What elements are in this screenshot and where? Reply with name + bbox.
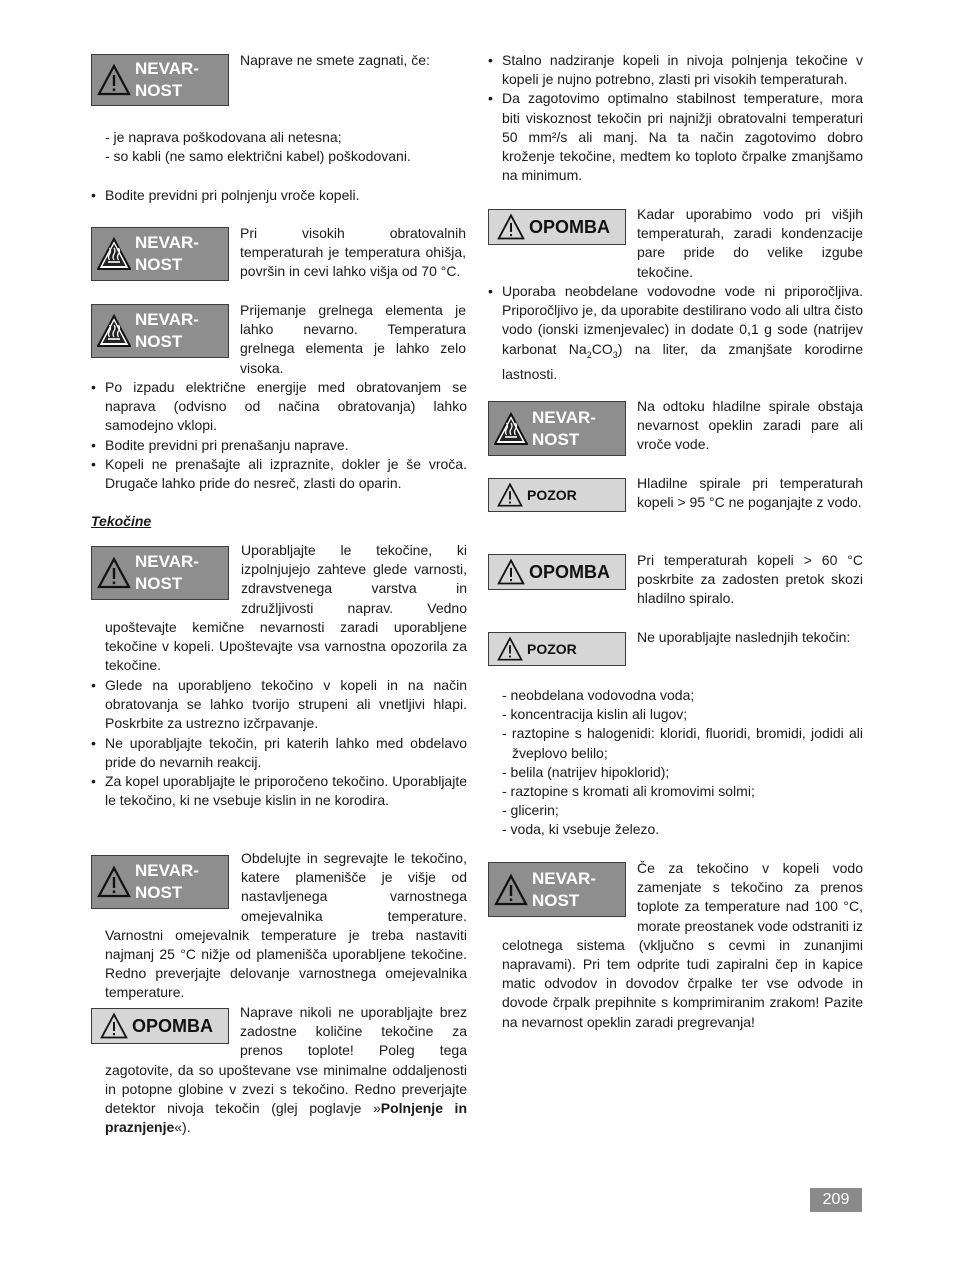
list-item bbox=[488, 282, 863, 384]
list-item: - raztopine s kromati ali kromovimi solmi; bbox=[502, 783, 755, 800]
warning-icon bbox=[497, 636, 523, 662]
right-bullet-list-2 bbox=[488, 282, 863, 384]
bullet-list-3 bbox=[91, 676, 467, 810]
badge-label: NEVAR- NOST bbox=[135, 861, 199, 902]
warning-icon bbox=[497, 558, 525, 586]
warning-icon bbox=[497, 213, 525, 241]
list-item: • Bodite previdni pri prenašanju naprave. bbox=[91, 436, 467, 455]
badge-label: NEVAR- NOST bbox=[135, 59, 199, 100]
danger-badge-hot bbox=[91, 304, 229, 358]
forbidden-liquids-list bbox=[502, 686, 863, 840]
chapter-reference: Polnjenje in praznjenje bbox=[105, 1100, 467, 1136]
danger-badge-hot bbox=[488, 401, 626, 456]
list-item: - neobdelana vodovodna voda; bbox=[502, 687, 695, 703]
section-heading: Tekočine bbox=[91, 513, 152, 529]
list-item: - glicerin; bbox=[502, 802, 559, 819]
list-item: - koncentracija kislin ali lugov; bbox=[502, 706, 688, 723]
note-text-3: Pri temperaturah kopeli > 60 °C poskrbite za zadosten pretok skozi hladilno spiralo. bbox=[637, 552, 863, 607]
page-number: 209 bbox=[810, 1188, 862, 1212]
list-item: • Glede na uporabljeno tekočino v kopeli in na način obratovanja se lahko tvorijo strupeni ali vnetljivi hlapi. Poskrbite za ustrezno izčrpavanje. bbox=[91, 676, 467, 734]
note-text-1-a: Naprave nikoli ne uporabljajte brez zadostne količine tekočine za prenos toplote! Poleg tega zagotovite, da so upoštevane vse minimalne oddaljenosti in potopne globine v zvezi s tekočino. Redno preverjajte detektor nivoja tekočin (glej poglavje » bbox=[105, 1004, 467, 1117]
hot-surface-icon bbox=[97, 314, 131, 348]
warning-icon bbox=[97, 63, 131, 97]
subscript: 3 bbox=[612, 349, 618, 360]
caution-text-1: Hladilne spirale pri temperaturah kopeli > 95 °C ne poganjajte z vodo. bbox=[637, 475, 863, 511]
badge-label: NEVAR- NOST bbox=[135, 310, 199, 351]
list-item: - je naprava poškodovana ali netesna; bbox=[105, 129, 342, 145]
badge-label: NEVAR- NOST bbox=[135, 552, 199, 593]
danger-text-4 bbox=[105, 541, 467, 675]
list-item: • Kopeli ne prenašajte ali izpraznite, dokler je še vroča. Drugače lahko pride do nesreč, zlasti do oparin. bbox=[91, 455, 467, 493]
danger-text-2: Pri visokih obratovalnih temperaturah je temperatura ohišja, površin in cevi lahko višja od 70 °C. bbox=[240, 225, 466, 280]
danger-text-7-body: Če za tekočino v kopeli vodo zamenjate s tekočino za prenos toplote za temperature nad 100 °C, morate preostanek vode odstraniti iz celotnega sistema (vključno s cevmi in zunanjimi napravami). Pri tem odprite tudi zapiralni čep in kapice matic odvodov in dovodov črpalke ter vse odvode in dovode črpalk prepihnite s komprimiranim zrakom! Pazite na nevarnost opeklin zaradi pregrevanja! bbox=[502, 860, 863, 1030]
badge-label: POZOR bbox=[527, 641, 577, 657]
caution-badge bbox=[488, 478, 626, 512]
list-item: • Po izpadu električne energije med obratovanjem se naprava (odvisno od načina obratovanja) lahko samodejno vklopi. bbox=[91, 378, 467, 436]
badge-label: NEVAR- NOST bbox=[532, 407, 596, 449]
note-text-2: Kadar uporabimo vodo pri višjih temperaturah, zaradi kondenzacije pare pride do velike izgube tekočine. bbox=[637, 206, 863, 280]
danger-text-5-body: Obdelujte in segrevajte le tekočino, katere plamenišče je višje od nastavljenega varnostnega omejevalnika temperature. Varnostni omejevalnik temperature je treba nastaviti najmanj 25 °C nižje od plamenišča uporabljene tekočine. Redno preverjajte delovanje varnostnega omejevalnika temperature. bbox=[105, 850, 467, 1001]
danger-text-5 bbox=[105, 849, 467, 1003]
note-badge bbox=[488, 209, 626, 245]
list-item: - voda, ki vsebuje železo. bbox=[502, 821, 660, 838]
hot-surface-icon bbox=[97, 237, 131, 271]
list-item: • Bodite previdni pri polnjenju vroče kopeli. bbox=[91, 186, 467, 205]
badge-label: OPOMBA bbox=[132, 1016, 213, 1036]
note-badge bbox=[488, 554, 626, 590]
danger-text-6: Na odtoku hladilne spirale obstaja nevarnost opeklin zaradi pare ali vroče vode. bbox=[637, 398, 863, 453]
warning-icon bbox=[497, 482, 523, 508]
list-item: - raztopine s halogenidi: kloridi, fluoridi, bromidi, jodidi ali žveplovo belilo; bbox=[502, 725, 863, 761]
note-text-1 bbox=[105, 1003, 467, 1137]
list-item: - so kabli (ne samo električni kabel) poškodovani. bbox=[105, 148, 411, 165]
list-item: • Da zagotovimo optimalno stabilnost temperature, mora biti viskoznost tekočin pri najnižji obratovalni temperaturi 50 mm²/s ali manj. Na ta način zagotovimo dobro kroženje tekočine, medtem ko toploto črpalke zmanjšamo na minimum. bbox=[488, 89, 863, 185]
water-text-b: CO bbox=[591, 340, 613, 357]
danger-badge bbox=[91, 54, 229, 106]
bullet-list-2 bbox=[91, 378, 467, 493]
water-text-c: ) na liter, da zmanjšate korodirne lastnosti. bbox=[502, 340, 863, 382]
badge-label: NEVAR- NOST bbox=[532, 868, 596, 910]
badge-label: OPOMBA bbox=[529, 562, 610, 582]
damage-conditions-list bbox=[105, 128, 467, 166]
danger-text-4-body: Uporabljajte le tekočine, ki izpolnjujejo zahteve glede varnosti, zdravstvenega varstva in združljivosti naprav. Vedno upoštevajte kemične nevarnosti zaradi uporabljene tekočine v kopeli. Upoštevajte vsa varnostna opozorila za tekočine. bbox=[105, 542, 467, 674]
list-item: • Za kopel uporabljajte le priporočeno tekočino. Uporabljajte le tekočino, ki ne vsebuje kislin in ne korodira. bbox=[91, 772, 467, 810]
caution-badge bbox=[488, 632, 626, 666]
list-item: • Ne uporabljajte tekočin, pri katerih lahko med obdelavo pride do nevarnih reakcij. bbox=[91, 734, 467, 772]
note-text-1-b: «). bbox=[174, 1119, 191, 1136]
hot-surface-icon bbox=[494, 412, 528, 446]
right-bullet-list-1 bbox=[488, 51, 863, 185]
bullet-list-1 bbox=[91, 186, 467, 205]
subscript: 2 bbox=[586, 349, 592, 360]
list-item: - belila (natrijev hipoklorid); bbox=[502, 763, 670, 780]
water-text-a: Uporaba neobdelane vodovodne vode ni priporočljiva. Priporočljivo je, da uporabite destilirano vodo ali ultra čisto vodo (ionski izmenjevalec) in dodate 0,1 g sode (natrijev karbonat Na bbox=[502, 283, 863, 357]
danger-badge-hot bbox=[91, 227, 229, 281]
danger-text-1: Naprave ne smete zagnati, če: bbox=[240, 52, 430, 68]
list-item: • Stalno nadziranje kopeli in nivoja polnjenja tekočine v kopeli je nujno potrebno, zlasti pri visokih temperaturah. bbox=[488, 51, 863, 89]
danger-text-3: Prijemanje grelnega elementa je lahko nevarno. Temperatura grelnega elementa je lahko zelo visoka. bbox=[240, 302, 466, 376]
badge-label: POZOR bbox=[527, 487, 577, 503]
badge-label: NEVAR- NOST bbox=[135, 233, 199, 274]
badge-label: OPOMBA bbox=[529, 217, 610, 237]
caution-text-2: Ne uporabljajte naslednjih tekočin: bbox=[637, 629, 851, 645]
danger-text-7 bbox=[502, 859, 863, 1032]
